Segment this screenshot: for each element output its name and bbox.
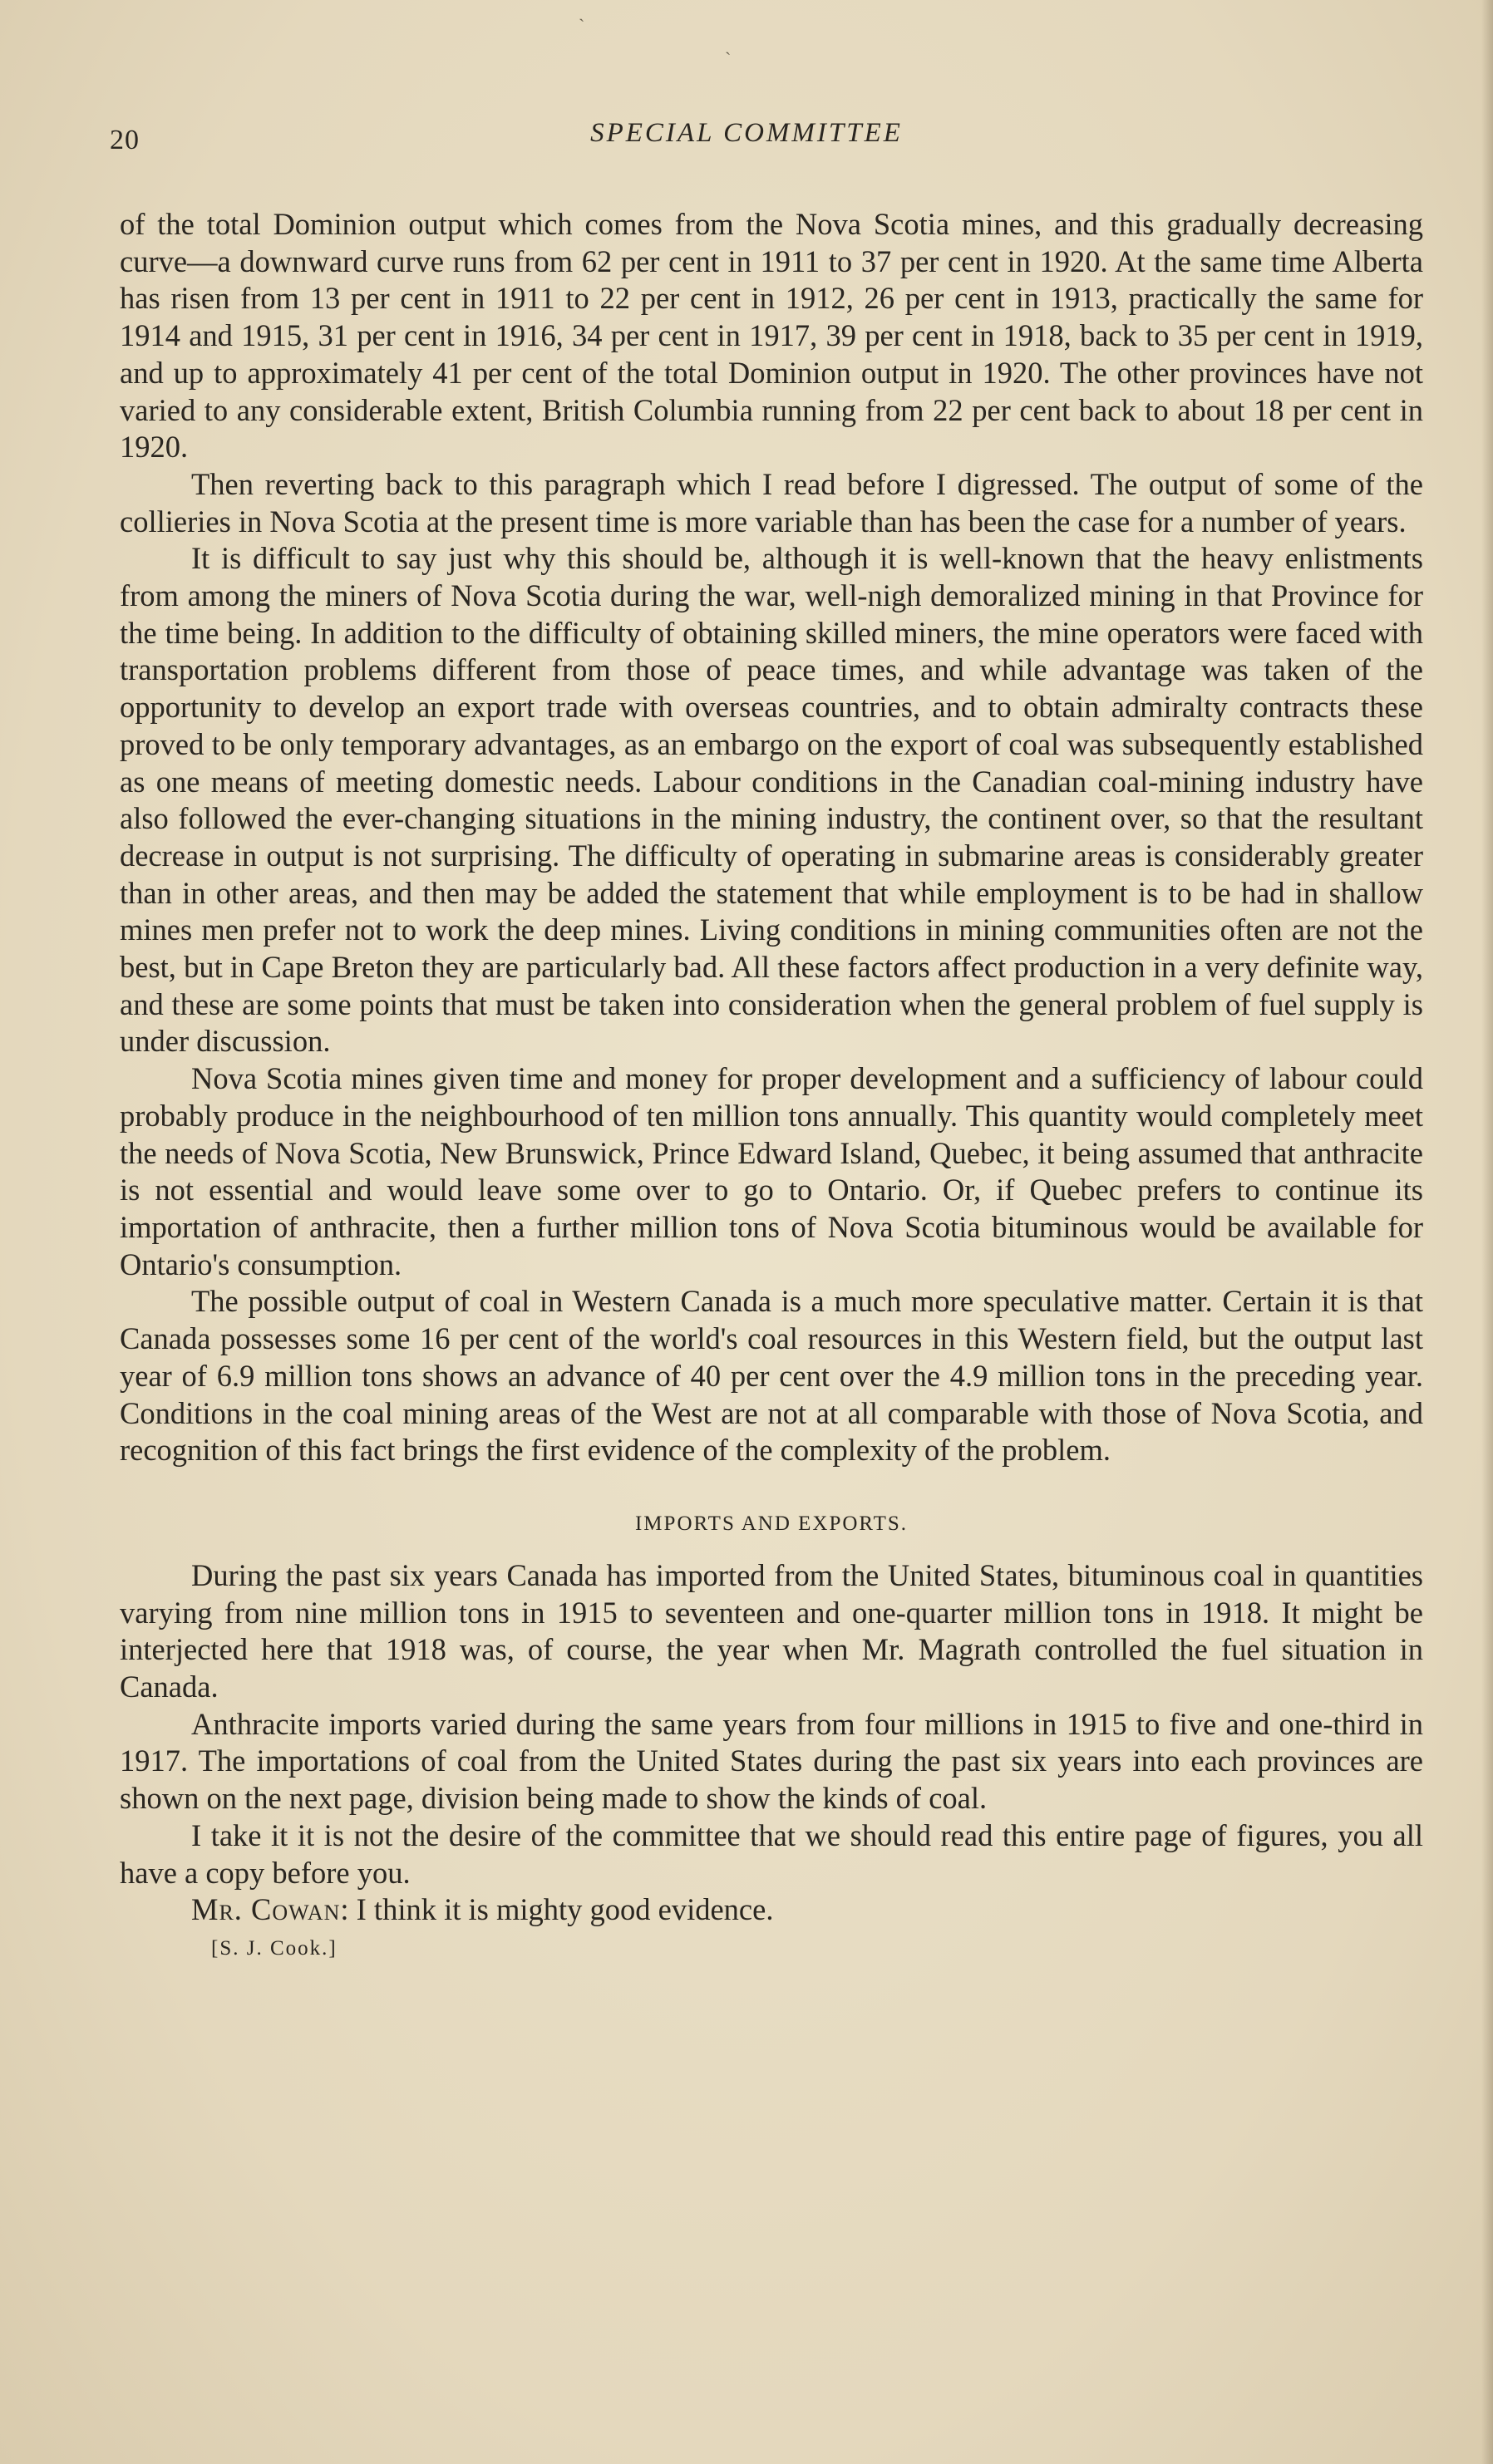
paragraph: It is difficult to say just why this should be, although it is well-known that the heavy enlistments from among the miners of Nova Scotia during the war, well-nigh demoralized mining in that Province for the time being. In addition to the difficulty of obtaining skilled miners, the mine operators were faced with transportation problems different from those of peace times, and while advantage was taken of the opportunity to develop an export trade with overseas countries, and to obtain admiralty contracts these proved to be only temporary advantages, as an embargo on the export of coal was subsequently established as one means of meeting domestic needs. Labour conditions in the Canadian coal-mining industry have also followed the ever-changing situations in the mining industry, the continent over, so that the resultant decrease in output is not surprising. The difficulty of operating in submarine areas is considerably greater than in other areas, and then may be added the statement that while employment is to be had in shallow mines men prefer not to work the deep mines. Living conditions in mining communities often are not the best, but in Cape Breton they are particularly bad. All these factors affect production in a very definite way, and these are some points that must be taken into consideration when the general problem of fuel supply is under discussion. (120, 541, 1423, 1059)
scan-speck: ˋ (725, 48, 732, 69)
speaker-text: : I think it is mighty good evidence. (340, 1892, 774, 1927)
paragraph: of the total Dominion output which comes from the Nova Scotia mines, and this gradually decreasing curve—a downward curve runs from 62 per cent in 1911 to 37 per cent in 1920. At the same time Alberta has risen from 13 per cent in 1911 to 22 per cent in 1912, 26 per cent in 1913, practically the same for 1914 and 1915, 31 per cent in 1916, 34 per cent in 1917, 39 per cent in 1918, back to 35 per cent in 1919, and up to approximately 41 per cent of the total Dominion output in 1920. The other provinces have not varied to any considerable extent, British Columbia running from 22 per cent back to about 18 per cent in 1920. (120, 207, 1423, 465)
scan-speck: ˋ (579, 15, 585, 36)
paragraph: Then reverting back to this paragraph which I read before I digressed. The output of some of the collieries in Nova Scotia at the present time is more variable than has been the case for a number of years. (120, 466, 1423, 539)
paragraph: During the past six years Canada has imported from the United States, bituminous coal in quantities varying from nine million tons in 1915 to seventeen and one-quarter million tons in 1918. It might be interjected here that 1918 was, of course, the year when Mr. Magrath controlled the fuel situation in Canada. (120, 1557, 1423, 1704)
running-head: SPECIAL COMMITTEE (590, 118, 903, 148)
body-text (120, 206, 1423, 1960)
paragraph: Nova Scotia mines given time and money for proper development and a sufficiency of labour could probably produce in the neighbourhood of ten million tons annually. This quantity would completely meet the needs of Nova Scotia, New Brunswick, Prince Edward Island, Quebec, it being assumed that anthracite is not essential and would leave some over to go to Ontario. Or, if Quebec prefers to continue its importation of anthracite, then a further million tons of Nova Scotia bituminous would be available for Ontario's consumption. (120, 1061, 1423, 1281)
page-edge-shadow (1481, 0, 1493, 2464)
paragraph: The possible output of coal in Western Canada is a much more speculative matter. Certain it is that Canada possesses some 16 per cent of the world's coal resources in this Western field, but the output last year of 6.9 million tons shows an advance of 40 per cent over the 4.9 million tons in the preceding year. Conditions in the coal mining areas of the West are not at all comparable with those of Nova Scotia, and recognition of this fact brings the first evidence of the complexity of the problem. (120, 1284, 1423, 1468)
speaker-attribution: [S. J. Cook.] (211, 1936, 338, 1960)
page-number: 20 (110, 125, 140, 155)
paragraph: I take it it is not the desire of the committee that we should read this entire page of figures, you all have a copy before you. (120, 1817, 1423, 1890)
speaker-line (120, 1891, 1423, 1929)
section-heading: IMPORTS AND EXPORTS. (634, 1512, 909, 1535)
speaker-name: Mr. Cowan (191, 1892, 341, 1927)
paragraph: Anthracite imports varied during the same years from four millions in 1915 to five and one-third in 1917. The importations of coal from the United States during the past six years into each provinces are shown on the next page, division being made to show the kinds of coal. (120, 1706, 1423, 1816)
